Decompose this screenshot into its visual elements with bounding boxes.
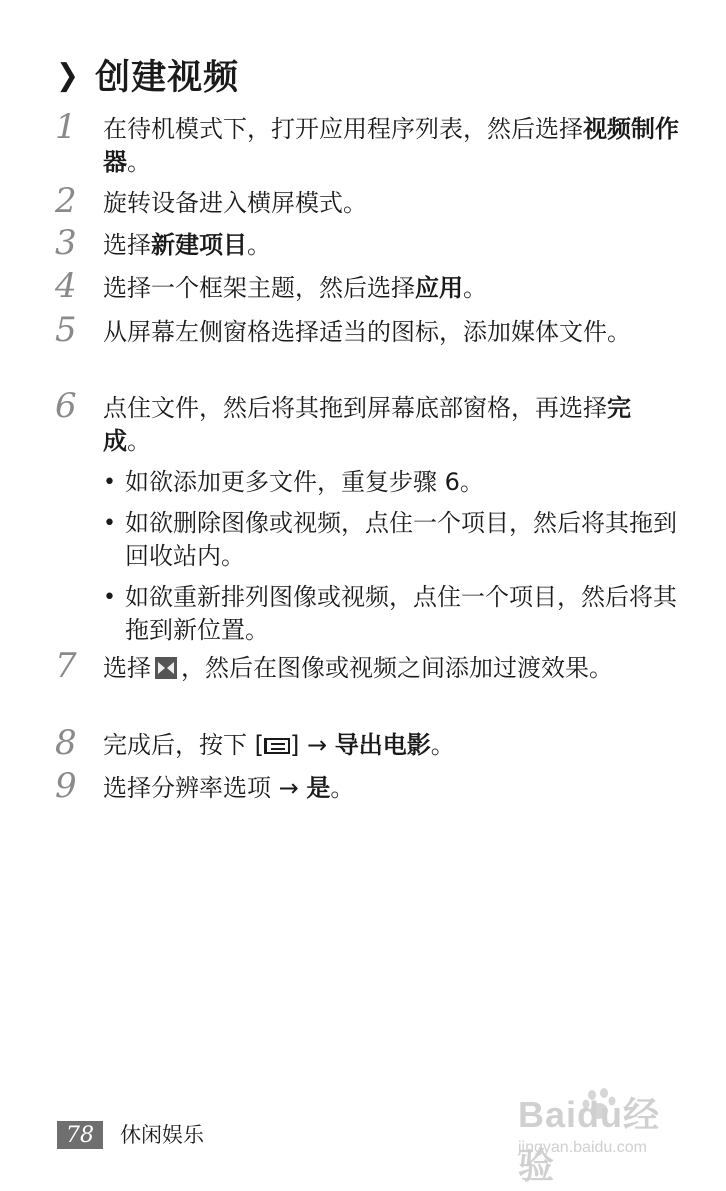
step-text-bold: 完成 (103, 394, 631, 455)
step-text (103, 772, 683, 805)
step-text-part: 选择分辨率选项 → (103, 774, 307, 802)
step-text (103, 229, 683, 262)
step-text-part: 选择 (103, 654, 151, 682)
section-title (55, 50, 239, 100)
step-text (103, 729, 683, 762)
step-text (103, 652, 643, 685)
watermark-brand: Baidu经验 (518, 1094, 661, 1186)
step-text-part: 从屏幕左侧窗格选择适当的图标，添加媒体文件。 (103, 318, 631, 346)
step-text (103, 187, 683, 220)
step-number: 5 (55, 310, 77, 350)
step-text-bold: 新建项目 (151, 231, 247, 259)
step-text-bold: 视频制作器 (103, 115, 679, 176)
step-text-part: 在待机模式下，打开应用程序列表，然后选择 (103, 115, 583, 143)
step-text-part: 完成后，按下 [ (103, 731, 264, 759)
step-number: 4 (55, 266, 77, 306)
step-text-part: 。 (463, 274, 487, 302)
step-text-bold: 是 (306, 774, 331, 802)
step-text (103, 272, 683, 305)
step-text-part: 。 (127, 148, 151, 176)
bullet-text: 如欲添加更多文件，重复步骤 6。 (125, 468, 484, 496)
step-number: 2 (55, 181, 77, 221)
section-title-text: 创建视频 (95, 58, 240, 98)
step-text (103, 316, 643, 349)
step-text-part: 旋转设备进入横屏模式。 (103, 189, 367, 217)
bullet-text: 如欲重新排列图像或视频，点住一个项目，然后将其拖到新位置。 (125, 583, 677, 644)
step-text-bold: 应用 (415, 274, 463, 302)
baidu-watermark (510, 1085, 690, 1186)
watermark-url: jingyan.baidu.com (518, 1139, 647, 1156)
step-number: 1 (55, 107, 77, 147)
bullet-dot-icon: • (103, 585, 116, 610)
step-text-part: 选择一个框架主题，然后选择 (103, 274, 415, 302)
chevron-right-icon: ❯ (56, 57, 80, 93)
step-number: 9 (55, 766, 77, 806)
step-number: 8 (55, 723, 77, 763)
step-text-part: ，然后在图像或视频之间添加过渡效果。 (181, 654, 613, 682)
step-text-part: 点住文件，然后将其拖到屏幕底部窗格，再选择 (103, 394, 607, 422)
step-text-bold: 导出电影 (334, 731, 431, 759)
step-text-part: 。 (330, 774, 355, 802)
step-text-part: 。 (127, 427, 151, 455)
section-name: 休闲娱乐 (120, 1123, 204, 1147)
step-number: 6 (55, 386, 77, 426)
step-text-part: 。 (430, 731, 455, 759)
step-number: 7 (55, 646, 77, 686)
menu-key-icon (264, 738, 290, 754)
step-text-part: 选择 (103, 231, 151, 259)
bullet-dot-icon: • (103, 511, 116, 536)
step-text-part: 。 (247, 231, 271, 259)
page-number: 78 (57, 1121, 103, 1149)
step-number: 3 (55, 223, 77, 263)
step-text (103, 113, 683, 179)
bullet-dot-icon: • (103, 470, 116, 495)
transition-icon (155, 657, 177, 679)
step-text-part: ] → (290, 731, 335, 759)
step-text (103, 392, 643, 458)
bullet-text: 如欲删除图像或视频，点住一个项目，然后将其拖到回收站内。 (125, 509, 677, 570)
